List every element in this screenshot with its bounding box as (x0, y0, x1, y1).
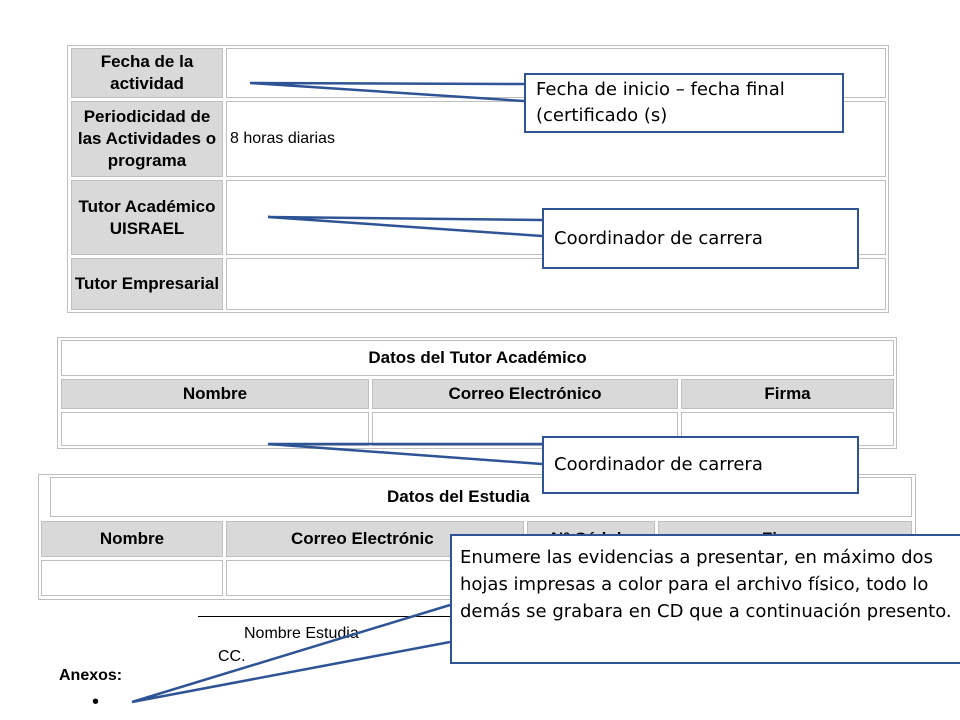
signature-cc-label: CC. (218, 648, 246, 665)
annexes-label: Anexos: (59, 667, 123, 684)
pointer-fecha (250, 83, 524, 101)
callout-coordinador-1: Coordinador de carrera (542, 208, 859, 269)
callout-coordinador-2: Coordinador de carrera (542, 436, 859, 494)
pointer-coordinador-2 (268, 444, 542, 464)
annexes-bullet: • (92, 691, 100, 713)
label-periodicidad: Periodicidad de las Actividades o programa (71, 101, 223, 177)
signature-name-label: Nombre Estudia (244, 625, 359, 642)
label-tutor-empresarial: Tutor Empresarial (71, 258, 223, 310)
tutor-col-firma: Firma (681, 379, 894, 409)
pointer-coordinador-1 (268, 217, 542, 236)
pointer-evidencias (132, 605, 450, 702)
student-col-nombre: Nombre (41, 521, 223, 557)
label-tutor-academico: Tutor Académico UISRAEL (71, 180, 223, 255)
label-fecha-actividad: Fecha de la actividad (71, 48, 223, 98)
student-table-title: Datos del Estudia (50, 477, 912, 517)
callout-evidencias: Enumere las evidencias a presentar, en máximo dos hojas impresas a color para el archivo físico, todo lo demás se grabara en CD que a continuación presento. (450, 534, 960, 664)
tutor-table-title: Datos del Tutor Académico (61, 340, 894, 376)
callout-fecha: Fecha de inicio – fecha final (certificado (s) (524, 73, 844, 133)
student-col-correo: Correo Electrónic (226, 521, 524, 557)
tutor-col-nombre: Nombre (61, 379, 369, 409)
tutor-col-correo: Correo Electrónico (372, 379, 678, 409)
periodicidad-text: 8 horas diarias (230, 130, 335, 147)
